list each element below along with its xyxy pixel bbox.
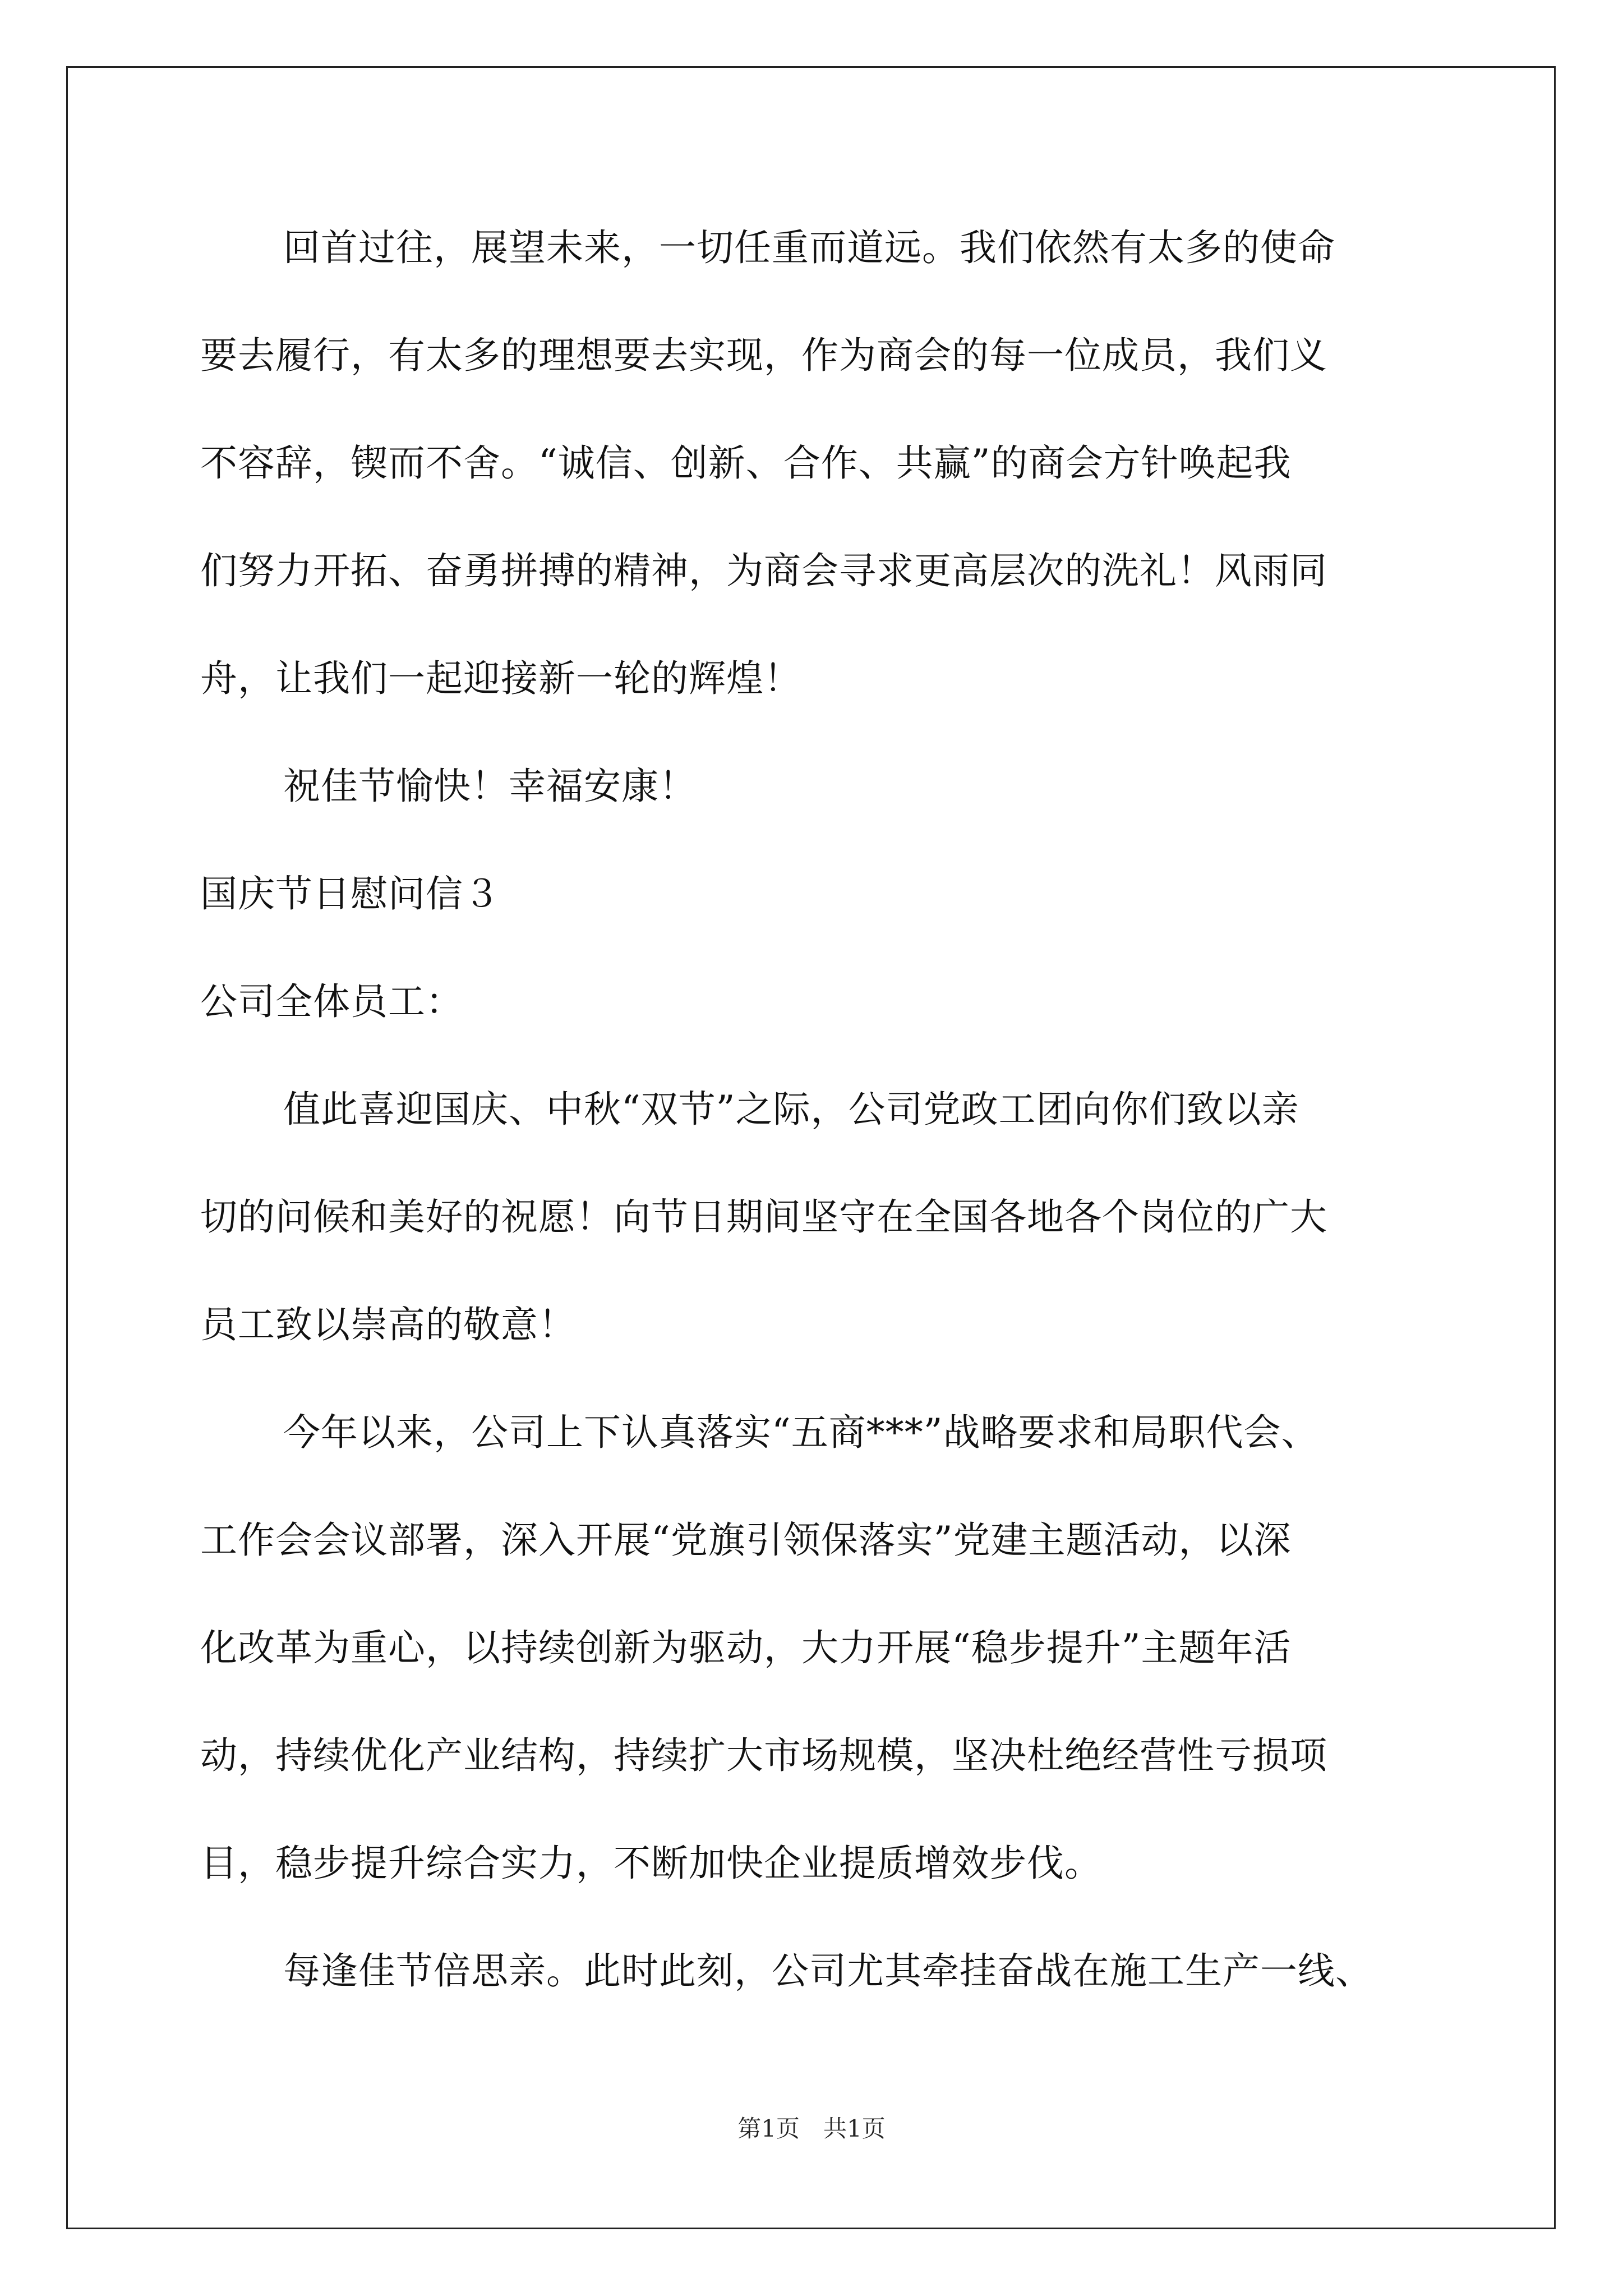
paragraph-line: 们努力开拓、奋勇拼搏的精神，为商会寻求更高层次的洗礼！风雨同 (200, 549, 1327, 592)
paragraph-line: 每逢佳节倍思亲。此时此刻，公司尤其牵挂奋战在施工生产一线、 (283, 1949, 1373, 1993)
paragraph-line: 切的问候和美好的祝愿！向节日期间坚守在全国各地各个岗位的广大 (200, 1195, 1327, 1239)
page-border (66, 66, 1556, 2229)
paragraph-line: 值此喜迎国庆、中秋“双节”之际，公司党政工团向你们致以亲 (283, 1088, 1299, 1131)
paragraph-line: 舟，让我们一起迎接新一轮的辉煌！ (200, 657, 801, 700)
paragraph-line: 化改革为重心，以持续创新为驱动，大力开展“稳步提升”主题年活 (200, 1626, 1292, 1669)
paragraph-line: 目，稳步提升综合实力，不断加快企业提质增效步伐。 (200, 1842, 1102, 1885)
salutation: 公司全体员工： (200, 980, 463, 1023)
paragraph-line: 回首过往，展望未来，一切任重而道远。我们依然有太多的使命 (283, 226, 1335, 269)
paragraph-line: 员工致以崇高的敬意！ (200, 1303, 576, 1346)
paragraph-line: 祝佳节愉快！幸福安康！ (283, 765, 697, 808)
page-footer: 第1页 共1页 (737, 2115, 886, 2142)
paragraph-line: 动，持续优化产业结构，持续扩大市场规模，坚决杜绝经营性亏损项 (200, 1734, 1327, 1777)
letter-heading: 国庆节日慰问信３ (200, 872, 501, 915)
paragraph-line: 不容辞，锲而不舍。“诚信、创新、合作、共赢”的商会方针唤起我 (200, 441, 1292, 485)
paragraph-line: 要去履行，有太多的理想要去实现，作为商会的每一位成员，我们义 (200, 334, 1327, 377)
paragraph-line: 今年以来，公司上下认真落实“五商***”战略要求和局职代会、 (283, 1411, 1319, 1454)
paragraph-line: 工作会会议部署，深入开展“党旗引领保落实”党建主题活动，以深 (200, 1519, 1292, 1562)
